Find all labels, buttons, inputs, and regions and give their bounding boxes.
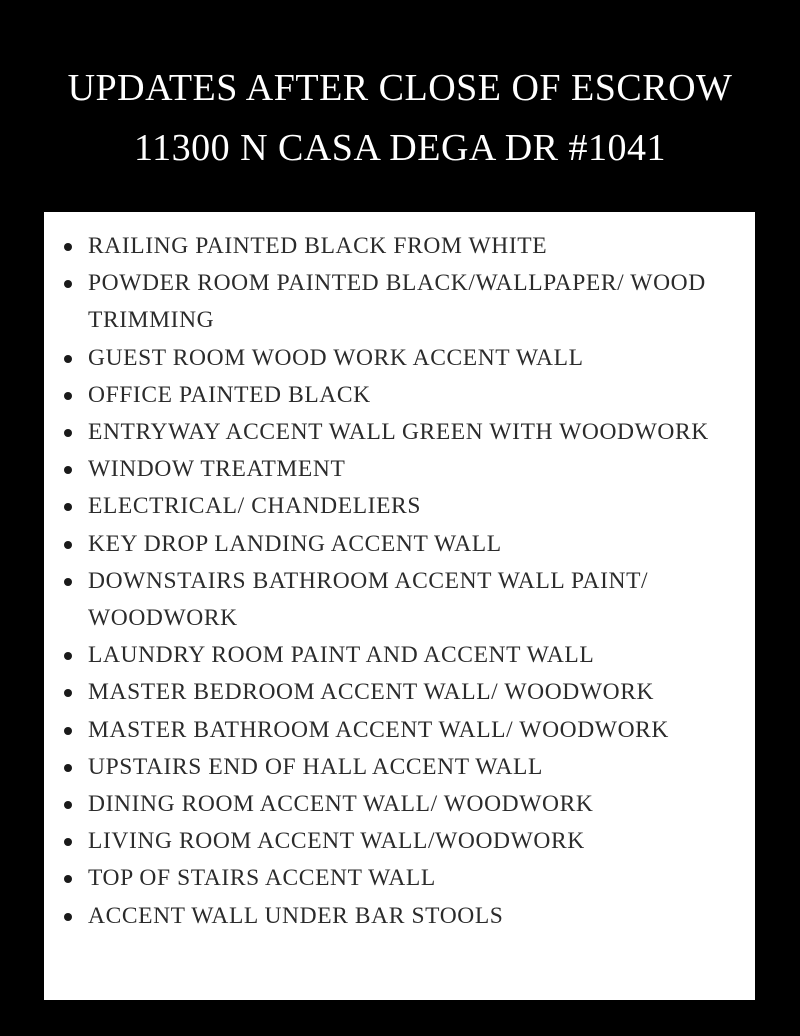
bullet-icon <box>64 355 72 363</box>
bullet-icon <box>64 652 72 660</box>
page-header <box>0 58 800 178</box>
list-item-text: LIVING ROOM ACCENT WALL/WOODWORK <box>88 828 585 855</box>
bullet-icon <box>64 429 72 437</box>
list-item <box>44 340 755 377</box>
list-item-text: MASTER BATHROOM ACCENT WALL/ WOODWORK <box>88 716 670 743</box>
list-item <box>44 414 755 451</box>
bullet-icon <box>64 875 72 883</box>
bullet-icon <box>64 913 72 921</box>
bullet-icon <box>64 578 72 586</box>
list-item <box>44 674 755 711</box>
bullet-icon <box>64 541 72 549</box>
bullet-icon <box>64 503 72 511</box>
bullet-icon <box>64 801 72 809</box>
list-item-text: GUEST ROOM WOOD WORK ACCENT WALL <box>88 344 584 371</box>
bullet-icon <box>64 466 72 474</box>
list-item-text: DINING ROOM ACCENT WALL/ WOODWORK <box>88 791 594 818</box>
list-item-text: UPSTAIRS END OF HALL ACCENT WALL <box>88 753 543 780</box>
list-item <box>44 637 755 674</box>
list-item-text: DOWNSTAIRS BATHROOM ACCENT WALL PAINT/ WOODWORK <box>88 567 649 632</box>
page-title: UPDATES AFTER CLOSE OF ESCROW <box>67 67 733 109</box>
list-item <box>44 898 755 935</box>
bullet-icon <box>64 764 72 772</box>
list-item <box>44 712 755 749</box>
bullet-icon <box>64 838 72 846</box>
property-address: 11300 N CASA DEGA DR #1041 <box>133 127 667 169</box>
list-item-text: ACCENT WALL UNDER BAR STOOLS <box>88 902 504 929</box>
list-item <box>44 563 755 637</box>
updates-panel <box>44 212 755 1000</box>
bullet-icon <box>64 689 72 697</box>
list-item-text: ENTRYWAY ACCENT WALL GREEN WITH WOODWORK <box>88 419 709 446</box>
list-item <box>44 488 755 525</box>
bullet-icon <box>64 392 72 400</box>
bullet-icon <box>64 727 72 735</box>
bullet-icon <box>64 280 72 288</box>
list-item <box>44 377 755 414</box>
list-item <box>44 749 755 786</box>
list-item <box>44 451 755 488</box>
list-item-text: TOP OF STAIRS ACCENT WALL <box>88 865 436 892</box>
list-item-text: KEY DROP LANDING ACCENT WALL <box>88 530 502 557</box>
list-item-text: RAILING PAINTED BLACK FROM WHITE <box>88 233 548 259</box>
list-item <box>44 786 755 823</box>
list-item <box>44 526 755 563</box>
bullet-icon <box>64 243 72 251</box>
updates-list <box>44 228 755 935</box>
list-item-text: MASTER BEDROOM ACCENT WALL/ WOODWORK <box>88 679 655 706</box>
list-item-text: OFFICE PAINTED BLACK <box>88 381 371 408</box>
list-item-text: ELECTRICAL/ CHANDELIERS <box>88 493 421 520</box>
list-item <box>44 860 755 897</box>
list-item-text: POWDER ROOM PAINTED BLACK/WALLPAPER/ WOOD TRIMMING <box>88 270 706 334</box>
list-item-text: WINDOW TREATMENT <box>88 456 346 483</box>
list-item <box>44 265 755 339</box>
list-item <box>44 823 755 860</box>
list-item-text: LAUNDRY ROOM PAINT AND ACCENT WALL <box>88 642 595 669</box>
list-item <box>44 228 755 265</box>
